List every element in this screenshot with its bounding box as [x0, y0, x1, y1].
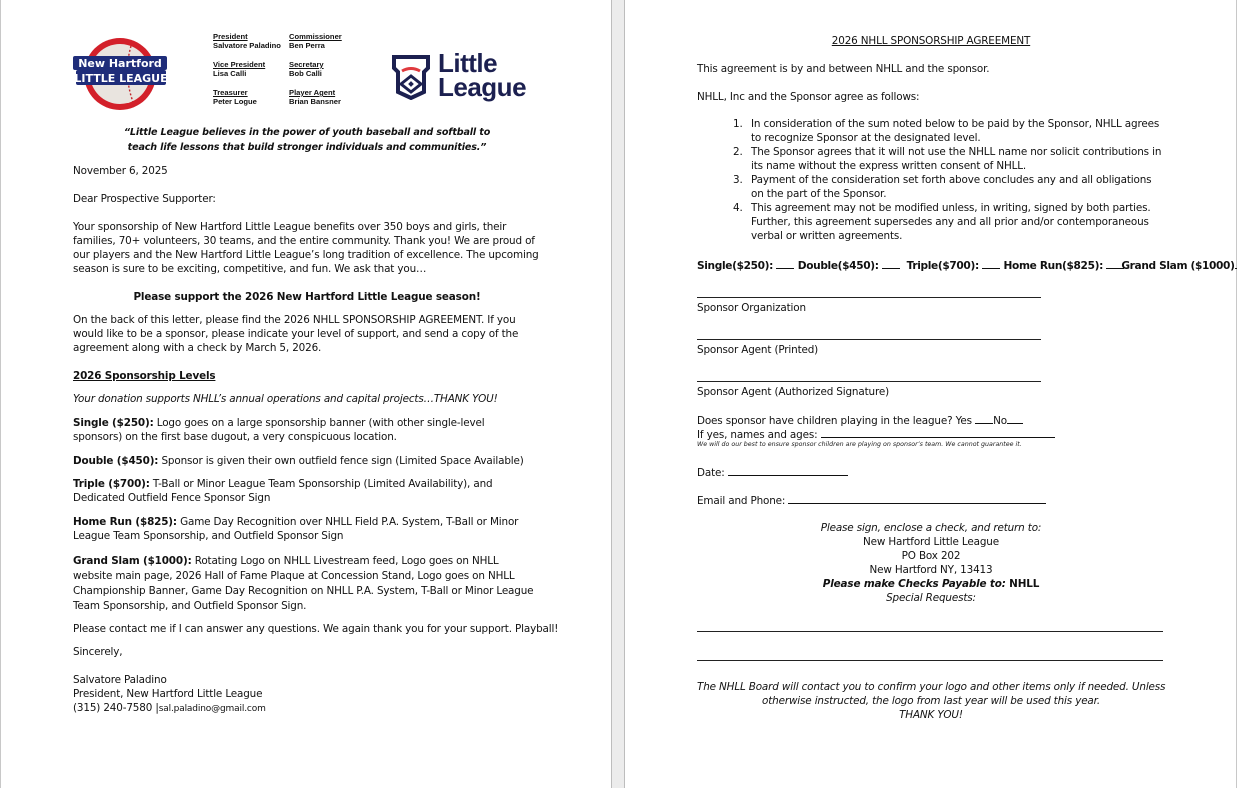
level-choices [697, 258, 1237, 272]
nhll-logo-line1: New Hartford [78, 57, 162, 70]
names-ages-label: If yes, names and ages: [697, 429, 818, 441]
return-city: New Hartford NY, 13413 [869, 564, 993, 576]
date-row [697, 465, 848, 480]
sincerely: Sincerely, [73, 646, 123, 658]
payable-row [697, 577, 1165, 591]
level-desc: Game Day Recognition over NHLL Field P.A. System, T-Ball or Minor League Team Sponsorship, and Outfield Sponsor Sign [73, 516, 519, 542]
return-po-box: PO Box 202 [901, 550, 961, 562]
officer-commissioner [289, 32, 342, 50]
footer-line-1: The NHLL Board will contact you to confirm your logo and other items only if needed. Unless [697, 681, 1166, 693]
level-name: Single ($250): [73, 417, 154, 429]
email-phone-label: Email and Phone: [697, 495, 786, 507]
agreement-title: 2026 NHLL SPONSORSHIP AGREEMENT [831, 35, 1031, 47]
signer-title: President, New Hartford Little League [73, 688, 263, 700]
level-name: Double ($450): [73, 455, 159, 467]
children-question-text: Does sponsor have children playing in the league? Yes [697, 415, 972, 427]
officer-role: President [213, 32, 248, 41]
children-no-label: No [993, 415, 1007, 427]
officer-role: Secretary [289, 60, 324, 69]
term-text: In consideration of the sum noted below to be paid by the Sponsor, NHLL agrees to recognize Sponsor at the designated level. [751, 118, 1160, 144]
footer-line-2: otherwise instructed, the logo from last year will be used this year. [762, 695, 1100, 707]
term-text: The Sponsor agrees that it will not use the NHLL name nor solicit contributions in its name without the express written consent of NHLL. [751, 146, 1162, 172]
officer-name: Brian Bansner [289, 97, 341, 106]
names-ages-blank[interactable] [821, 427, 1055, 438]
little-league-logo-text: Little League [438, 48, 527, 102]
signer-contact [73, 701, 266, 716]
page-gutter [611, 0, 625, 788]
level-home-run [73, 515, 547, 543]
nhll-logo-line2: LITTLE LEAGUE [74, 72, 168, 85]
sponsor-organization-label: Sponsor Organization [697, 302, 806, 314]
level-single [73, 416, 535, 444]
level-name: Triple ($700): [73, 478, 150, 490]
date-label: Date: [697, 467, 725, 479]
payable-to: NHLL [1005, 578, 1040, 590]
officer-role: Commissioner [289, 32, 342, 41]
term-text: Payment of the consideration set forth above concludes any and all obligations on the part of the Sponsor. [751, 174, 1152, 200]
officer-treasurer [213, 88, 257, 106]
date-blank[interactable] [728, 465, 848, 476]
officer-player-agent [289, 88, 341, 106]
footer-thank-you: THANK YOU! [899, 709, 963, 721]
children-no-blank[interactable] [1007, 413, 1023, 424]
choice-grand-slam-label: Grand Slam ($1000) [1121, 260, 1235, 272]
choice-double-blank[interactable] [882, 258, 900, 269]
special-requests-line-1[interactable] [697, 631, 1163, 632]
officer-secretary [289, 60, 324, 78]
level-desc: Rotating Logo on NHLL Livestream feed, Logo goes on NHLL website main page, 2026 Hall of Fame Plaque at Concession Stand, Logo goes on NHLL Championship Banner, Game Day Recognition on NHLL P.A. System, T-Ball or Minor League Team Sponsorship, and Outfield Sponsor Sign. [73, 555, 534, 612]
choice-triple-blank[interactable] [982, 258, 1000, 269]
level-desc: Logo goes on a large sponsorship banner (with other single-level sponsors) on the first base dugout, a very conspicuous location. [73, 417, 485, 443]
sponsor-signature-label: Sponsor Agent (Authorized Signature) [697, 386, 889, 398]
officer-name: Salvatore Paladino [213, 41, 281, 50]
choice-double-label: Double($450): [797, 260, 879, 272]
term-item [733, 117, 1163, 145]
nhll-logo [71, 36, 169, 112]
special-requests-label: Special Requests: [886, 592, 976, 604]
level-name: Grand Slam ($1000): [73, 555, 192, 567]
signer-email[interactable]: sal.paladino@gmail.com [158, 704, 266, 714]
term-number: 4. [733, 202, 743, 214]
little-league-logo-icon [390, 54, 432, 100]
letter-page [0, 0, 611, 788]
officer-name: Bob Calli [289, 69, 322, 78]
levels-intro: Your donation supports NHLL’s annual operations and capital projects…THANK YOU! [73, 393, 498, 405]
sponsor-agent-printed-line[interactable] [697, 339, 1041, 340]
sponsor-signature-line[interactable] [697, 381, 1041, 382]
choice-home-run-label: Home Run($825): [1003, 260, 1103, 272]
quote-line-2: teach life lessons that build stronger individuals and communities.” [127, 142, 487, 153]
email-phone-blank[interactable] [788, 493, 1046, 504]
children-yes-blank[interactable] [975, 413, 993, 424]
quote-line-1: “Little League believes in the power of youth baseball and softball to [123, 127, 491, 138]
officer-name: Lisa Calli [213, 69, 247, 78]
agreement-intro-2: NHLL, Inc and the Sponsor agree as follows: [697, 91, 920, 103]
sponsor-organization-line[interactable] [697, 297, 1041, 298]
agreement-intro-1: This agreement is by and between NHLL and the sponsor. [697, 63, 990, 75]
term-number: 2. [733, 146, 743, 158]
levels-heading: 2026 Sponsorship Levels [73, 370, 216, 382]
term-item [733, 145, 1163, 173]
choice-single-blank[interactable] [776, 258, 794, 269]
return-org: New Hartford Little League [863, 536, 999, 548]
level-triple [73, 477, 525, 505]
children-question [697, 413, 1023, 428]
level-double [73, 454, 543, 468]
level-grand-slam [73, 554, 535, 614]
level-name: Home Run ($825): [73, 516, 177, 528]
term-item [733, 201, 1163, 243]
officer-name: Ben Perra [289, 41, 325, 50]
level-desc: Sponsor is given their own outfield fence sign (Limited Space Available) [158, 455, 524, 467]
email-phone-row [697, 493, 1046, 508]
names-ages-row [697, 427, 1055, 442]
signer-phone: (315) 240-7580 | [73, 702, 159, 714]
closing-text: Please contact me if I can answer any questions. We again thank you for your support. Playball! [73, 623, 559, 635]
sponsor-agent-printed-label: Sponsor Agent (Printed) [697, 344, 819, 356]
officer-name: Peter Logue [213, 97, 257, 106]
officer-president [213, 32, 281, 50]
officer-vice-president [213, 60, 265, 78]
term-text: This agreement may not be modified unless, in writing, signed by both parties. Further, this agreement supersedes any and all prior and/or contemporaneous verbal or written agreements. [751, 202, 1151, 242]
term-number: 3. [733, 174, 743, 186]
return-intro: Please sign, enclose a check, and return to: [820, 522, 1042, 534]
salutation: Dear Prospective Supporter: [73, 193, 216, 205]
support-heading: Please support the 2026 New Hartford Little League season! [133, 291, 481, 303]
officer-role: Player Agent [289, 88, 336, 97]
choice-triple-label: Triple($700): [906, 260, 979, 272]
officer-role: Vice President [213, 60, 266, 69]
agreement-terms [733, 117, 1163, 243]
payable-label: Please make Checks Payable to: [822, 578, 1006, 590]
term-number: 1. [733, 118, 743, 130]
intro-paragraph: Your sponsorship of New Hartford Little League benefits over 350 boys and girls, their families, 70+ volunteers, 30 teams, and the entire community. Thank you! We are proud of our players and the New Hartford Little League’s long tradition of excellence. The upcoming season is sure to be exciting, competitive, and fun. We ask that you… [73, 221, 539, 275]
children-note: We will do our best to ensure sponsor children are playing on sponsor’s team. We cannot guarantee it. [697, 441, 1022, 448]
special-requests-line-2[interactable] [697, 660, 1163, 661]
term-item [733, 173, 1163, 201]
signer-name: Salvatore Paladino [73, 674, 167, 686]
officer-role: Treasurer [213, 88, 248, 97]
choice-single-label: Single($250): [697, 260, 774, 272]
letter-date: November 6, 2025 [73, 165, 168, 177]
level-desc: T-Ball or Minor League Team Sponsorship (Limited Availability), and Dedicated Outfield Fence Sponsor Sign [73, 478, 493, 504]
back-of-letter-paragraph: On the back of this letter, please find the 2026 NHLL SPONSORSHIP AGREEMENT. If you would like to be a sponsor, please indicate your level of support, and send a copy of the agreement along with a check by March 5, 2026. [73, 314, 519, 354]
